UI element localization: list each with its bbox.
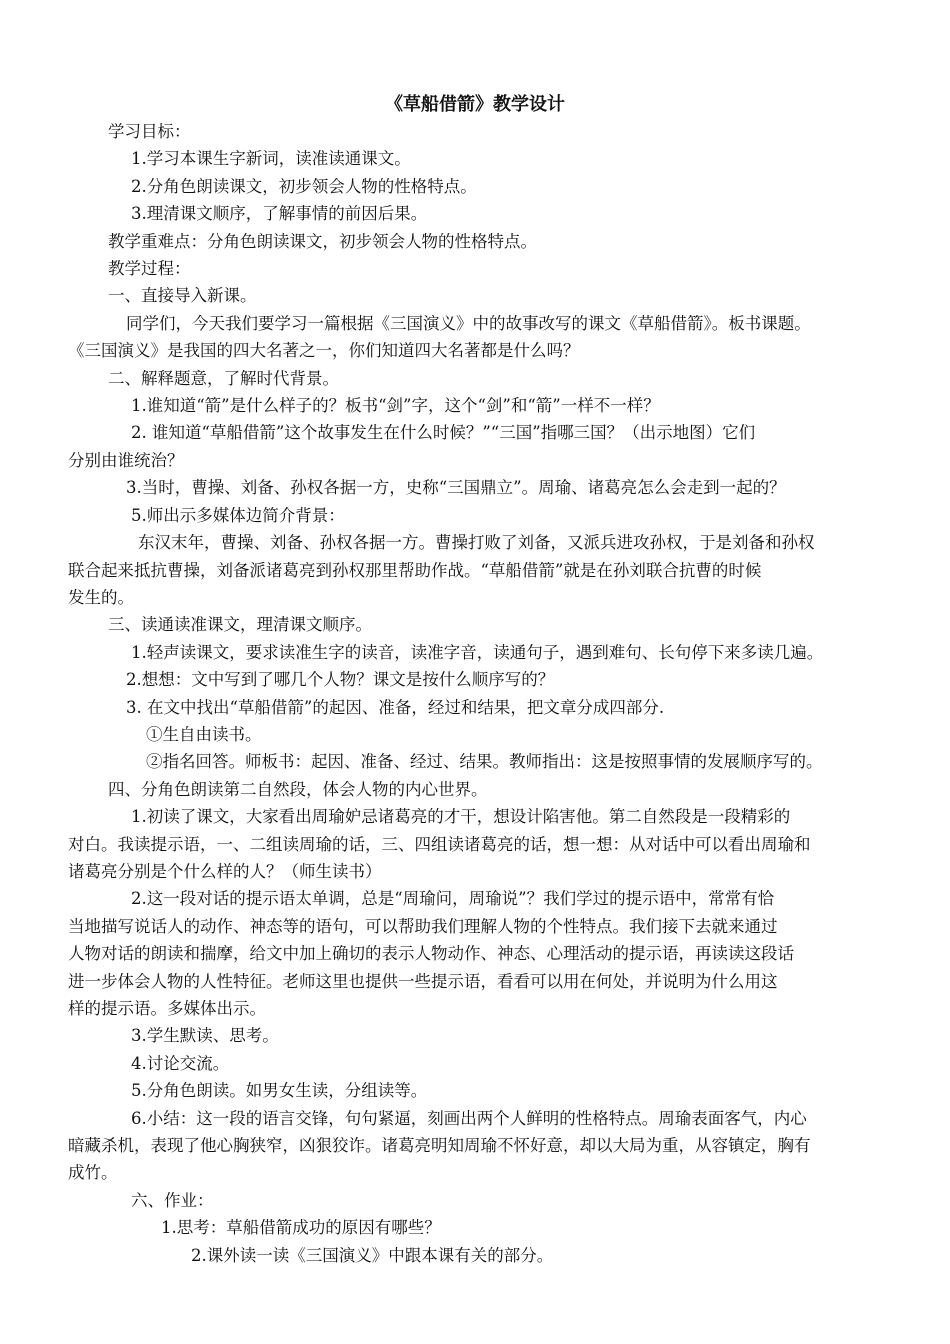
sub-item: ②指名回答。师板书：起因、准备、经过、结果。教师指出：这是按照事情的发展顺序写的。: [146, 752, 823, 772]
paragraph-line: 同学们，今天我们要学习一篇根据《三国演义》中的故事改写的课文《草船借箭》。板书课题。: [126, 313, 811, 333]
list-item: 1.初读了课文，大家看出周瑜妒忌诸葛亮的才干，想设计陷害他。第二自然段是一段精彩的: [131, 807, 791, 827]
paragraph-line: 成竹。: [68, 1163, 118, 1183]
objective-item: 2.分角色朗读课文，初步领会人物的性格特点。: [131, 176, 477, 196]
step-heading: 六、作业：: [131, 1190, 214, 1210]
section-heading: 学习目标：: [108, 122, 191, 141]
paragraph-line: 当地描写说话人的动作、神态等的语句，可以帮助我们理解人物的个性特点。我们接下去就来通过: [68, 916, 778, 936]
list-item: 2. 谁知道“草船借箭”这个故事发生在什么时候？”“三国”指哪三国？（出示地图）它们: [131, 423, 756, 443]
list-item: 4.讨论交流。: [131, 1053, 230, 1073]
list-item: 1.谁知道“箭”是什么样子的？板书“剑”字，这个“剑”和“箭”一样不一样？: [131, 396, 660, 416]
paragraph-line: 暗藏杀机，表现了他心胸狭窄，凶狠狡诈。诸葛亮明知周瑜不怀好意，却以大局为重，从容镇定，胸有: [68, 1136, 811, 1156]
list-item: 5.分角色朗读。如男女生读，分组读等。: [131, 1081, 428, 1101]
list-item: 6.小结：这一段的语言交锋，句句紧逼，刻画出两个人鲜明的性格特点。周瑜表面客气，内心: [131, 1108, 807, 1128]
paragraph-line: 分别由谁统治？: [68, 450, 184, 470]
paragraph-line: 诸葛亮分别是个什么样的人？（师生读书）: [68, 861, 382, 881]
sub-item: ①生自由读书。: [146, 724, 262, 744]
list-item: 2.想想：文中写到了哪几个人物？课文是按什么顺序写的？: [126, 670, 555, 690]
list-item: 2.这一段对话的提示语太单调，总是“周瑜问，周瑜说”？我们学过的提示语中，常常有恰: [131, 889, 775, 909]
step-heading: 四、分角色朗读第二自然段，体会人物的内心世界。: [108, 779, 488, 799]
paragraph-line: 样的提示语。多媒体出示。: [68, 999, 266, 1018]
homework-item: 2.课外读一读《三国演义》中跟本课有关的部分。: [191, 1245, 554, 1265]
paragraph-line: 发生的。: [68, 587, 134, 607]
paragraph-line: 人物对话的朗读和揣摩，给文中加上确切的表示人物动作、神态、心理活动的提示语，再读读这段话: [68, 944, 794, 964]
list-item: 5.师出示多媒体边简介背景：: [131, 505, 345, 525]
paragraph-line: 《三国演义》是我国的四大名著之一，你们知道四大名著都是什么吗？: [68, 341, 580, 361]
document-body: [68, 118, 888, 1269]
step-heading: 一、直接导入新课。: [108, 286, 257, 306]
paragraph-line: 进一步体会人物的人性特征。老师这里也提供一些提示语，看看可以用在何处，并说明为什么用这: [68, 971, 778, 991]
list-item: 3.学生默读、思考。: [131, 1026, 279, 1046]
key-difficulty: 教学重难点：分角色朗读课文，初步领会人物的性格特点。: [108, 231, 537, 251]
step-heading: 二、解释题意，了解时代背景。: [108, 368, 339, 388]
homework-item: 1.思考：草船借箭成功的原因有哪些？: [161, 1218, 441, 1238]
document-title: 《草船借箭》教学设计: [385, 94, 565, 115]
section-heading: 教学过程：: [108, 259, 191, 279]
paragraph-line: 东汉末年，曹操、刘备、孙权各据一方。曹操打败了刘备，又派兵进攻孙权，于是刘备和孙权: [138, 533, 815, 553]
objective-item: 3.理清课文顺序，了解事情的前因后果。: [131, 204, 428, 224]
paragraph-line: 联合起来抵抗曹操，刘备派诸葛亮到孙权那里帮助作战。“草船借箭”就是在孙刘联合抗曹的时候: [68, 560, 762, 580]
step-heading: 三、读通读准课文，理清课文顺序。: [108, 615, 372, 635]
objective-item: 1.学习本课生字新词，读准读通课文。: [131, 149, 411, 169]
list-item: 3. 在文中找出“草船借箭”的起因、准备，经过和结果，把文章分成四部分.: [126, 697, 665, 717]
list-item: 1.轻声读课文，要求读准生字的读音，读准字音，读通句子，遇到难句、长句停下来多读几遍。: [131, 642, 824, 662]
list-item: 3.当时，曹操、刘备、孙权各据一方，史称“三国鼎立”。周瑜、诸葛亮怎么会走到一起的？: [126, 478, 786, 498]
paragraph-line: 对白。我读提示语，一、二组读周瑜的话，三、四组读诸葛亮的话，想一想：从对话中可以看出周瑜和: [68, 834, 811, 854]
